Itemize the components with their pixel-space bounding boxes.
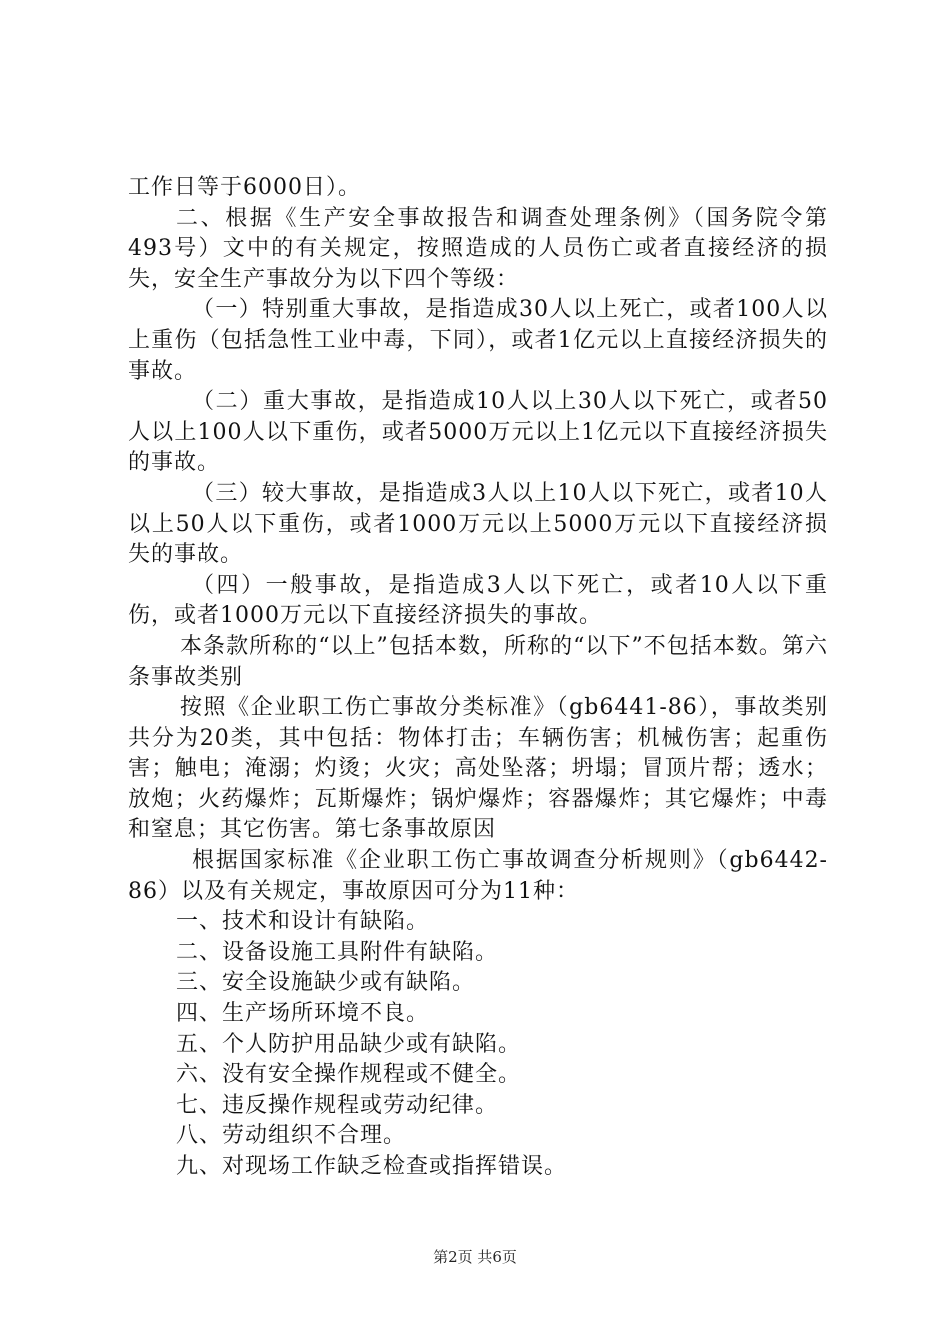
list-item: 八、劳动组织不合理。	[176, 1123, 407, 1149]
list-item: 一、技术和设计有缺陷。	[176, 909, 430, 935]
list-item: 四、生产场所环境不良。	[176, 1001, 430, 1027]
list-item: 七、违反操作规程或劳动纪律。	[176, 1092, 499, 1118]
paragraph-text: （二）重大事故，是指造成10人以上30人以下死亡，或者50人以上100人以下重伤，或者5000万元以上1亿元以下直接经济损失的事故。	[128, 389, 828, 476]
paragraph-text: 本条款所称的“以上”包括本数，所称的“以下”不包括本数。第六条事故类别	[128, 633, 828, 690]
paragraph-text: （三）较大事故，是指造成3人以上10人以下死亡，或者10人以上50人以下重伤，或者1000万元以上5000万元以下直接经济损失的事故。	[128, 480, 828, 568]
document-body	[128, 173, 828, 1183]
paragraph-text: 根据国家标准《企业职工伤亡事故调查分析规则》（gb6442-86）以及有关规定，事故原因可分为11种：	[128, 848, 828, 904]
paragraph-text: （四）一般事故，是指造成3人以下死亡，或者10人以下重伤，或者1000万元以下直接经济损失的事故。	[128, 572, 828, 629]
list-item: 五、个人防护用品缺少或有缺陷。	[176, 1031, 522, 1057]
paragraph-text: 二、根据《生产安全事故报告和调查处理条例》（国务院令第493号）文中的有关规定，按照造成的人员伤亡或者直接经济的损失，安全生产事故分为以下四个等级：	[128, 205, 828, 292]
paragraph-text: 按照《企业职工伤亡事故分类标准》（gb6441-86），事故类别共分为20类，其中包括：物体打击；车辆伤害；机械伤害；起重伤害；触电；淹溺；灼烫；火灾；高处坠落；坍塌；冒顶片帮；透水；放炮；火药爆炸；瓦斯爆炸；锅炉爆炸；容器爆炸；其它爆炸；中毒和窒息；其它伤害。第七条事故原因	[128, 695, 828, 843]
list-item: 六、没有安全操作规程或不健全。	[176, 1062, 522, 1088]
paragraph-text: 工作日等于6000日）。	[128, 175, 361, 200]
page-number-footer: 第2页 共6页	[433, 1248, 517, 1266]
list-item: 九、对现场工作缺乏检查或指挥错误。	[176, 1154, 568, 1179]
paragraph-text: （一）特别重大事故，是指造成30人以上死亡，或者100人以上重伤（包括急性工业中毒，下同），或者1亿元以上直接经济损失的事故。	[128, 297, 828, 384]
list-item: 三、安全设施缺少或有缺陷。	[176, 970, 476, 996]
list-item: 二、设备设施工具附件有缺陷。	[176, 939, 499, 965]
